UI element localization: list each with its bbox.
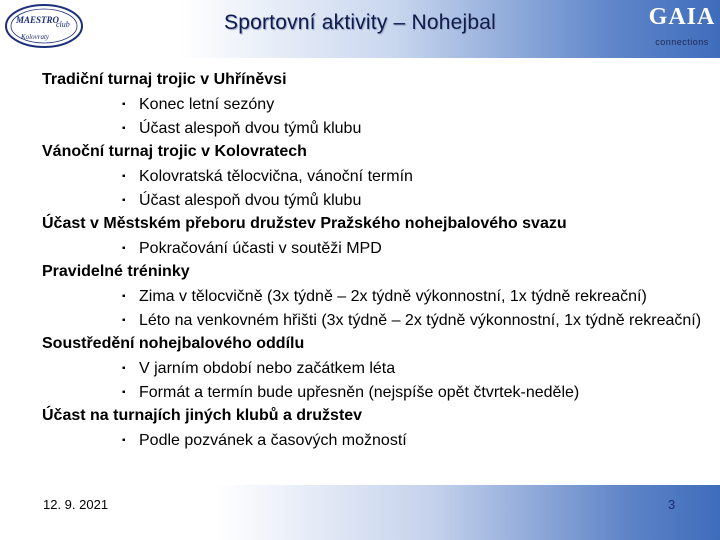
bullet-item	[42, 382, 709, 403]
bullet-text: Zima v tělocvičně (3x týdně – 2x týdně výkonnostní, 1x týdně rekreační)	[139, 288, 647, 305]
bullet-text: Podle pozvánek a časových možností	[139, 432, 407, 449]
slide-date: 12. 9. 2021	[43, 497, 109, 512]
footer-bar	[0, 485, 720, 540]
section-heading: Účast v Městském přeboru družstev Pražského nohejbalového svazu	[42, 215, 567, 232]
bullet-square-icon: ▪	[122, 363, 126, 374]
bullet-square-icon: ▪	[122, 315, 126, 326]
section-heading: Pravidelné tréninky	[42, 263, 190, 280]
bullet-text: Pokračování účasti v soutěži MPD	[139, 240, 382, 257]
bullet-square-icon: ▪	[122, 435, 126, 446]
bullet-square-icon: ▪	[122, 99, 126, 110]
bullet-item	[42, 94, 709, 115]
bullet-item	[42, 166, 709, 187]
bullet-item	[42, 118, 709, 139]
bullet-text: Účast alespoň dvou týmů klubu	[139, 192, 362, 209]
bullet-square-icon: ▪	[122, 123, 126, 134]
slide-body	[42, 70, 702, 454]
slide-title: Sportovní aktivity – Nohejbal	[224, 11, 496, 34]
bullet-text: Účast alespoň dvou týmů klubu	[139, 120, 362, 137]
logo-word-maestro: MAESTRO	[16, 15, 60, 25]
gaia-logo-tagline: connections	[655, 37, 709, 47]
bullet-square-icon: ▪	[122, 291, 126, 302]
logo-word-club: club	[56, 20, 70, 29]
bullet-item	[42, 430, 709, 451]
section-heading: Účast na turnajích jiných klubů a družstev	[42, 407, 363, 424]
bullet-text: Formát a termín bude upřesněn (nejspíše opět čtvrtek-neděle)	[139, 384, 580, 401]
bullet-item	[42, 238, 709, 259]
bullet-square-icon: ▪	[122, 243, 126, 254]
section-heading: Vánoční turnaj trojic v Kolovratech	[42, 143, 307, 160]
bullet-item	[42, 310, 709, 331]
logo-word-place: Kolovraty	[21, 33, 49, 41]
bullet-square-icon: ▪	[122, 171, 126, 182]
bullet-item	[42, 190, 709, 211]
bullet-item	[42, 358, 709, 379]
bullet-square-icon: ▪	[122, 195, 126, 206]
bullet-square-icon: ▪	[122, 387, 126, 398]
gaia-logo	[648, 4, 716, 52]
bullet-text: Konec letní sezóny	[139, 96, 275, 113]
gaia-logo-name: GAIA	[648, 4, 716, 30]
section-heading: Tradiční turnaj trojic v Uhříněvsi	[42, 71, 287, 88]
bullet-text: Kolovratská tělocvična, vánoční termín	[139, 168, 413, 185]
page-number: 3	[668, 497, 676, 512]
bullet-text: Léto na venkovném hřišti (3x týdně – 2x týdně výkonnostní, 1x týdně rekreační)	[139, 312, 702, 329]
bullet-item	[42, 286, 709, 307]
section-heading: Soustředění nohejbalového oddílu	[42, 335, 305, 352]
bullet-text: V jarním období nebo začátkem léta	[139, 360, 396, 377]
